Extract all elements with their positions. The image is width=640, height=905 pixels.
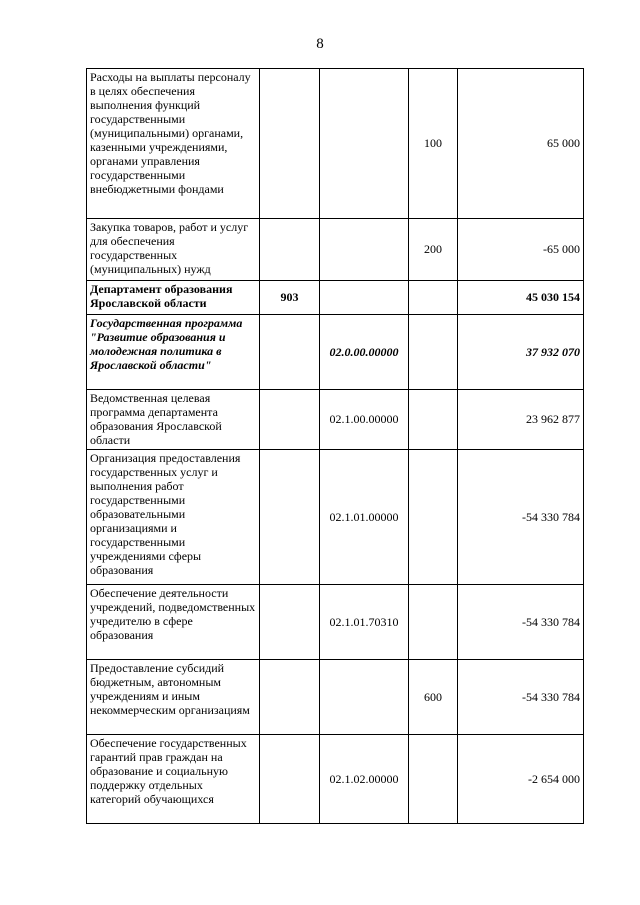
row-amount: -54 330 784 — [458, 450, 584, 585]
row-target-code — [320, 660, 409, 735]
budget-table — [86, 68, 584, 824]
row-dept-code — [260, 450, 320, 585]
row-name: Расходы на выплаты персоналу в целях обеспечения выполнения функций государственными (муниципальными) органами, казенными учреждениями, органами управления государственными внебюджетными фондами — [87, 69, 260, 219]
row-name: Обеспечение деятельности учреждений, подведомственных учредителю в сфере образования — [87, 585, 260, 660]
row-target-code — [320, 219, 409, 281]
row-name: Закупка товаров, работ и услуг для обеспечения государственных (муниципальных) нужд — [87, 219, 260, 281]
row-amount: 65 000 — [458, 69, 584, 219]
row-target-code — [320, 281, 409, 315]
row-dept-code — [260, 390, 320, 450]
table-row — [87, 660, 584, 735]
row-name: Организация предоставления государственных услуг и выполнения работ государственными образовательными организациями и государственными учреждениями сферы образования — [87, 450, 260, 585]
row-amount: -65 000 — [458, 219, 584, 281]
row-expense-type — [409, 585, 458, 660]
row-target-code: 02.0.00.00000 — [320, 315, 409, 390]
row-dept-code: 903 — [260, 281, 320, 315]
row-expense-type: 200 — [409, 219, 458, 281]
table-row — [87, 219, 584, 281]
row-amount: -2 654 000 — [458, 735, 584, 824]
table-row — [87, 281, 584, 315]
row-name: Государственная программа "Развитие образования и молодежная политика в Ярославской области" — [87, 315, 260, 390]
row-target-code — [320, 69, 409, 219]
row-target-code: 02.1.01.00000 — [320, 450, 409, 585]
row-amount: -54 330 784 — [458, 660, 584, 735]
row-dept-code — [260, 660, 320, 735]
row-name: Департамент образования Ярославской области — [87, 281, 260, 315]
row-amount: 37 932 070 — [458, 315, 584, 390]
row-expense-type: 600 — [409, 660, 458, 735]
row-name: Предоставление субсидий бюджетным, автономным учреждениям и иным некоммерческим организациям — [87, 660, 260, 735]
row-name: Ведомственная целевая программа департамента образования Ярославской области — [87, 390, 260, 450]
table-row — [87, 735, 584, 824]
row-amount: 45 030 154 — [458, 281, 584, 315]
row-expense-type — [409, 735, 458, 824]
row-expense-type — [409, 450, 458, 585]
table-row — [87, 450, 584, 585]
row-dept-code — [260, 585, 320, 660]
row-expense-type: 100 — [409, 69, 458, 219]
page-number: 8 — [316, 36, 324, 52]
row-dept-code — [260, 219, 320, 281]
row-name: Обеспечение государственных гарантий прав граждан на образование и социальную поддержку отдельных категорий обучающихся — [87, 735, 260, 824]
row-target-code: 02.1.02.00000 — [320, 735, 409, 824]
table-row — [87, 390, 584, 450]
row-target-code: 02.1.01.70310 — [320, 585, 409, 660]
row-amount: -54 330 784 — [458, 585, 584, 660]
table-row — [87, 315, 584, 390]
row-expense-type — [409, 281, 458, 315]
row-amount: 23 962 877 — [458, 390, 584, 450]
table-row — [87, 585, 584, 660]
row-expense-type — [409, 315, 458, 390]
row-expense-type — [409, 390, 458, 450]
table-row — [87, 69, 584, 219]
row-target-code: 02.1.00.00000 — [320, 390, 409, 450]
row-dept-code — [260, 69, 320, 219]
row-dept-code — [260, 315, 320, 390]
row-dept-code — [260, 735, 320, 824]
